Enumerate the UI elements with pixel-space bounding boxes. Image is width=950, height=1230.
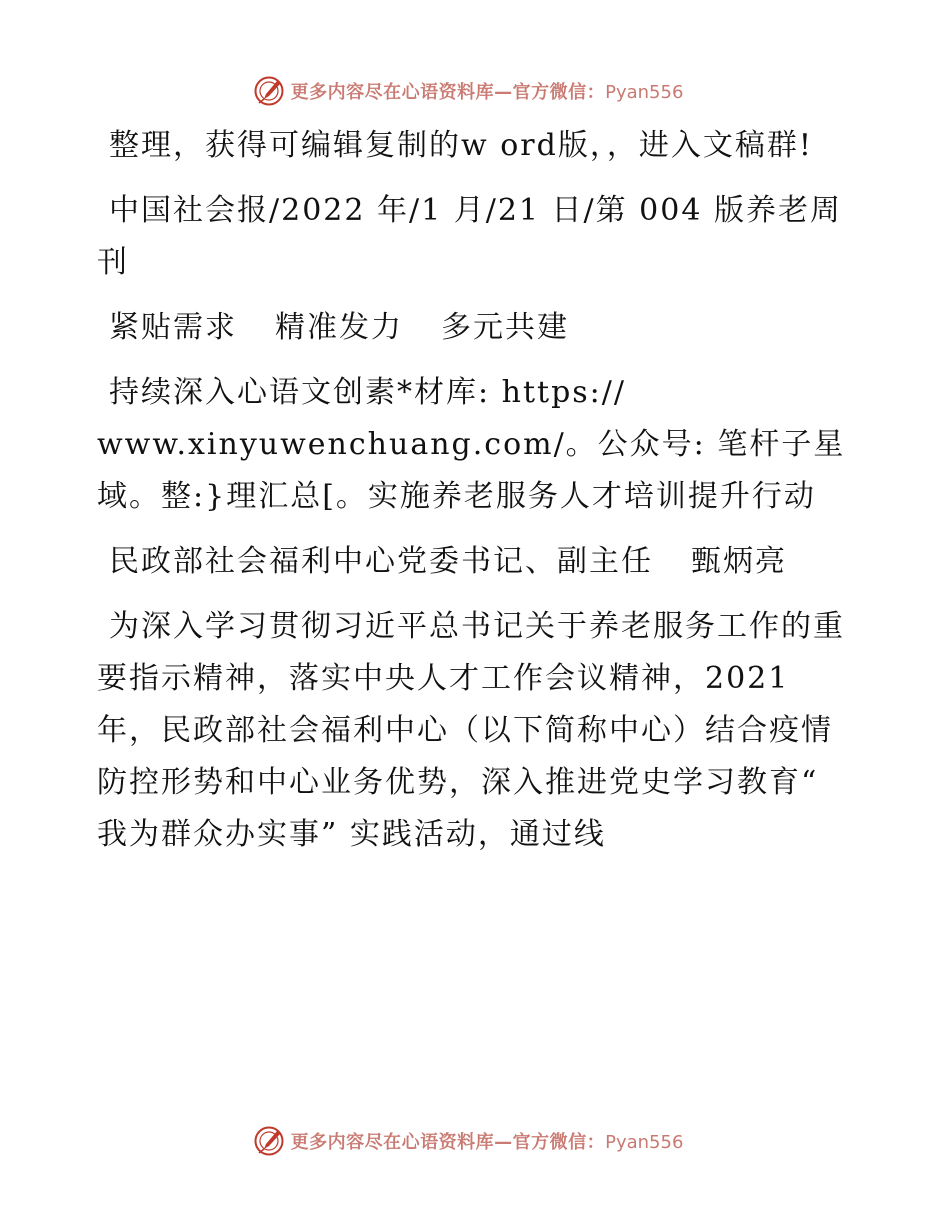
paragraph-source: 中国社会报/2022 年/1 月/21 日/第 004 版养老周刊 xyxy=(97,193,842,280)
paragraph-author xyxy=(97,536,857,588)
headline-part-1: 紧贴需求 xyxy=(109,310,237,345)
paragraph-material-note: 持续深入心语文创素*材库: https:// www.xinyuwenchuang.com/。公众号: 笔杆子星 域。整:}理汇总[。实施养老服务人才培训提升行动 xyxy=(97,375,846,514)
document-body xyxy=(97,120,857,874)
quill-logo-icon xyxy=(253,1125,285,1157)
wechat-id: Pyan556 xyxy=(605,82,684,103)
headline-part-3: 多元共建 xyxy=(441,310,569,345)
headline-part-2: 精准发力 xyxy=(275,310,403,345)
paragraph-body: 为深入学习贯彻习近平总书记关于养老服务工作的重要指示精神，落实中央人才工作会议精神，2021 年，民政部社会福利中心（以下简称中心）结合疫情防控形势和中心业务优势，深入推进党史学习教育“ 我为群众办实事” 实践活动，通过线 xyxy=(97,609,845,852)
wechat-id: Pyan556 xyxy=(605,1132,684,1153)
watermark-text: 更多内容尽在心语资料库—官方微信：Pyan556 xyxy=(290,1132,684,1153)
header-watermark xyxy=(0,71,950,111)
paragraph-intro: 整理，获得可编辑复制的w ord版，，进入文稿群! xyxy=(109,128,813,163)
paragraph-headline xyxy=(97,302,857,354)
quill-logo-icon xyxy=(253,75,285,107)
author-name: 甄炳亮 xyxy=(691,544,787,579)
footer-watermark xyxy=(0,1121,950,1161)
author-org: 民政部社会福利中心党委书记、副主任 xyxy=(109,544,653,579)
watermark-text: 更多内容尽在心语资料库—官方微信：Pyan556 xyxy=(290,82,684,103)
